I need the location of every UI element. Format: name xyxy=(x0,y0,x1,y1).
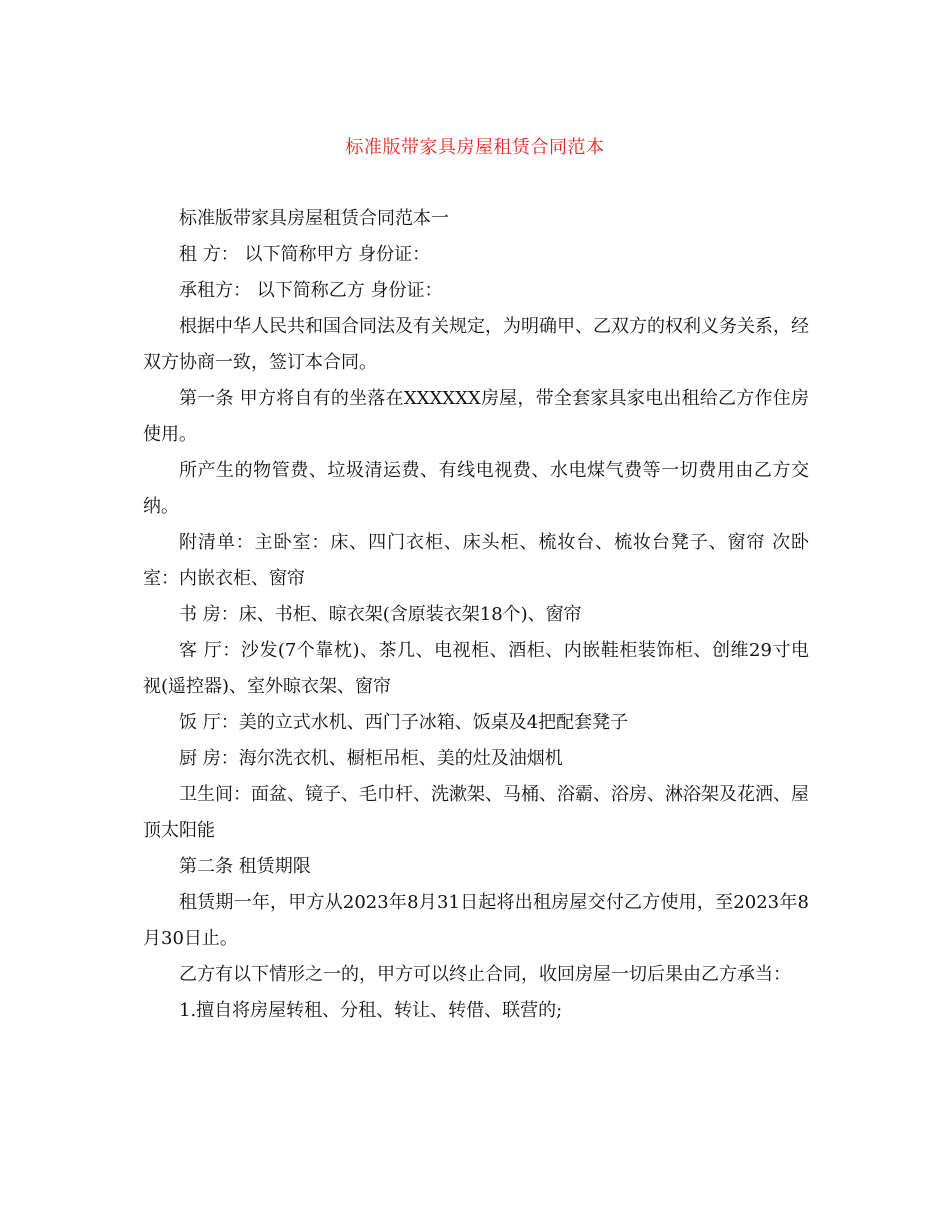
paragraph-preamble: 根据中华人民共和国合同法及有关规定，为明确甲、乙双方的权利义务关系，经双方协商一致，签订本合同。 xyxy=(143,316,809,373)
paragraph-inventory-bedrooms: 附清单：主卧室：床、四门衣柜、床头柜、梳妆台、梳妆台凳子、窗帘 次卧室：内嵌衣柜、窗帘 xyxy=(143,532,809,589)
document-title: 标准版带家具房屋租赁合同范本 xyxy=(345,137,605,158)
paragraph-inventory-dining-room: 饭 厅：美的立式水机、西门子冰箱、饭桌及4把配套凳子 xyxy=(179,712,629,733)
paragraph-article-2-heading: 第二条 租赁期限 xyxy=(179,856,311,877)
paragraph-subtitle: 标准版带家具房屋租赁合同范本一 xyxy=(179,208,449,229)
paragraph-lessee: 承租方： 以下简称乙方 身份证： xyxy=(179,280,443,301)
paragraph-lease-term: 租赁期一年，甲方从2023年8月31日起将出租房屋交付乙方使用，至2023年8月30日止。 xyxy=(143,892,809,949)
paragraph-inventory-kitchen: 厨 房：海尔洗衣机、橱柜吊柜、美的灶及油烟机 xyxy=(179,748,563,769)
document-body xyxy=(143,201,809,1029)
paragraph-article-1: 第一条 甲方将自有的坐落在XXXXXX房屋，带全套家具家电出租给乙方作住房使用。 xyxy=(143,388,809,445)
paragraph-inventory-living-room: 客 厅：沙发(7个靠枕)、茶几、电视柜、酒柜、内嵌鞋柜装饰柜、创维29寸电视(遥控器)、室外晾衣架、窗帘 xyxy=(143,640,809,697)
paragraph-inventory-bathroom: 卫生间：面盆、镜子、毛巾杆、洗漱架、马桶、浴霸、浴房、淋浴架及花洒、屋顶太阳能 xyxy=(143,784,809,841)
paragraph-condition-1: 1.擅自将房屋转租、分租、转让、转借、联营的; xyxy=(179,1000,563,1021)
paragraph-lessor: 租 方： 以下简称甲方 身份证： xyxy=(179,244,431,265)
paragraph-inventory-study: 书 房：床、书柜、晾衣架(含原装衣架18个)、窗帘 xyxy=(179,604,582,625)
paragraph-fees: 所产生的物管费、垃圾清运费、有线电视费、水电煤气费等一切费用由乙方交纳。 xyxy=(143,460,809,517)
paragraph-termination-conditions: 乙方有以下情形之一的，甲方可以终止合同，收回房屋一切后果由乙方承当： xyxy=(179,964,791,985)
